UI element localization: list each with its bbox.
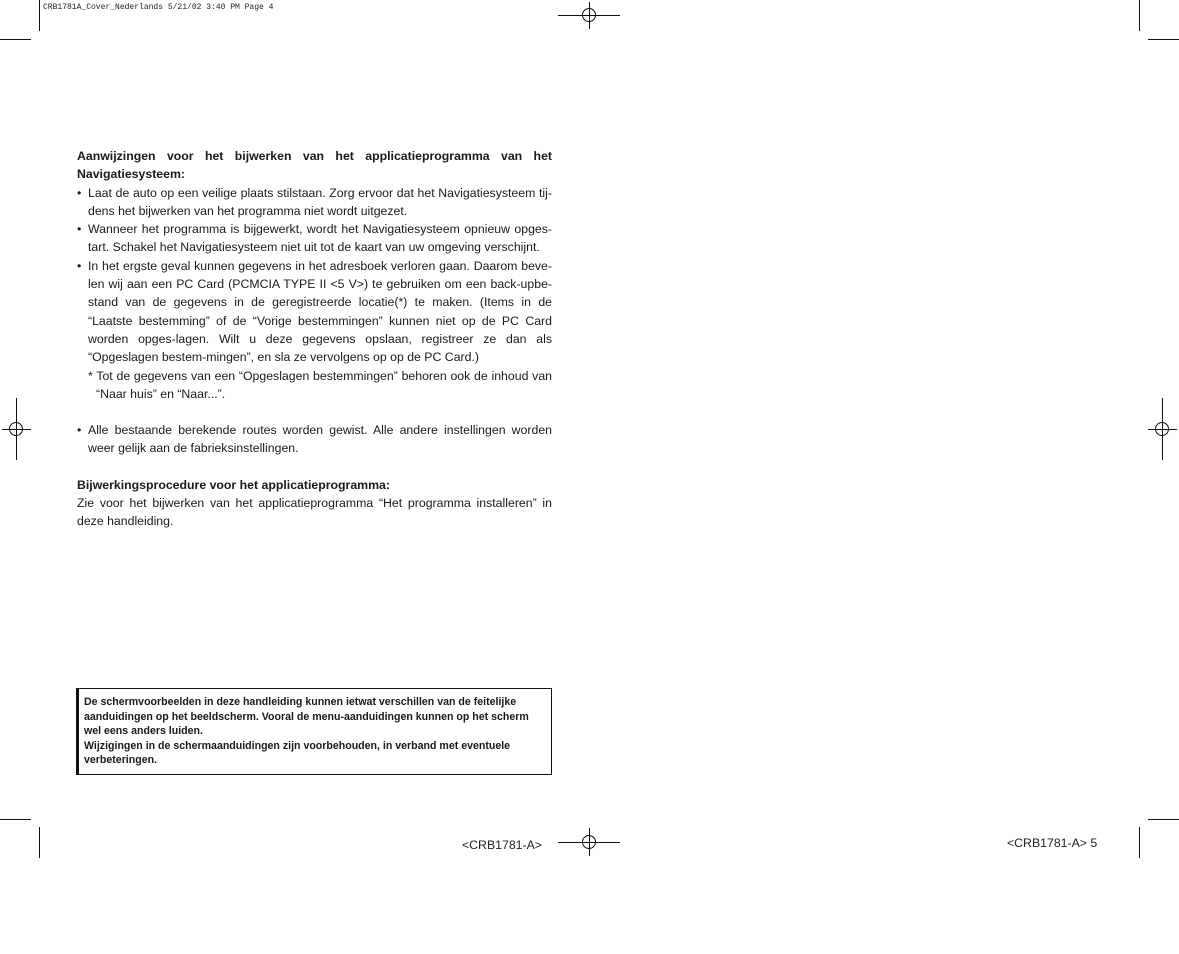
- crop-mark: [0, 39, 31, 40]
- bullet-list: [77, 421, 552, 458]
- page-content: [77, 147, 552, 531]
- crop-mark: [1139, 827, 1140, 858]
- list-item: • Wanneer het programma is bijgewerkt, wordt het Navigatiesysteem opnieuw opges-tart. Schakel het Navigatiesysteem niet uit tot de kaart van uw omgeving verschijnt.: [77, 220, 552, 257]
- crop-mark: [1139, 0, 1140, 31]
- page-code-right: <CRB1781-A> 5: [1007, 836, 1098, 850]
- list-item: • Laat de auto op een veilige plaats stilstaan. Zorg ervoor dat het Navigatiesysteem tij-dens het bijwerken van het programma niet wordt uitgezet.: [77, 184, 552, 221]
- notice-text: De schermvoorbeelden in deze handleiding kunnen ietwat verschillen van de feitelijke aanduidingen op het beeldscherm. Vooral de menu-aanduidingen kunnen op het scherm wel eens anders luiden.: [84, 696, 529, 737]
- crop-mark: [39, 827, 40, 858]
- crop-mark: [1148, 39, 1179, 40]
- section-heading-update-notes: Aanwijzingen voor het bijwerken van het applicatieprogramma van het Navigatiesysteem:: [77, 149, 552, 182]
- notice-text: Wijzigingen in de schermaanduidingen zijn voorbehouden, in verband met eventuele verbeteringen.: [84, 739, 511, 766]
- crop-mark: [39, 0, 40, 31]
- printer-slug: CRB1781A_Cover_Nederlands 5/21/02 3:40 PM Page 4: [43, 3, 274, 12]
- crop-mark: [0, 819, 31, 820]
- list-item: • In het ergste geval kunnen gegevens in het adresboek verloren gaan. Daarom beve-len wij aan een PC Card (PCMCIA TYPE II <5 V>) te gebruiken om een back-upbe-stand van de gegevens in de geregistreerde locatie(*) te maken. (Items in de “Laatste bestemming” of de “Vorige bestemmingen” kunnen niet op de PC Card worden opges-lagen. Wilt u deze gegevens opslaan, registreer ze dan als “Opgeslagen bestem-mingen”, en sla ze vervolgens op op de PC Card.): [77, 257, 552, 367]
- crop-mark: [1148, 819, 1179, 820]
- notice-box: [76, 688, 552, 775]
- footnote: * Tot de gegevens van een “Opgeslagen bestemmingen” behoren ook de inhoud van “Naar huis” en “Naar...”.: [88, 368, 552, 401]
- page-code-left: <CRB1781-A>: [462, 838, 542, 852]
- procedure-text: Zie voor het bijwerken van het applicatieprogramma “Het programma installeren” in deze handleiding.: [77, 496, 552, 529]
- list-item: • Alle bestaande berekende routes worden gewist. Alle andere instellingen worden weer gelijk aan de fabrieksinstellingen.: [77, 421, 552, 458]
- bullet-list: [77, 184, 552, 367]
- section-heading-procedure: Bijwerkingsprocedure voor het applicatieprogramma:: [77, 477, 390, 492]
